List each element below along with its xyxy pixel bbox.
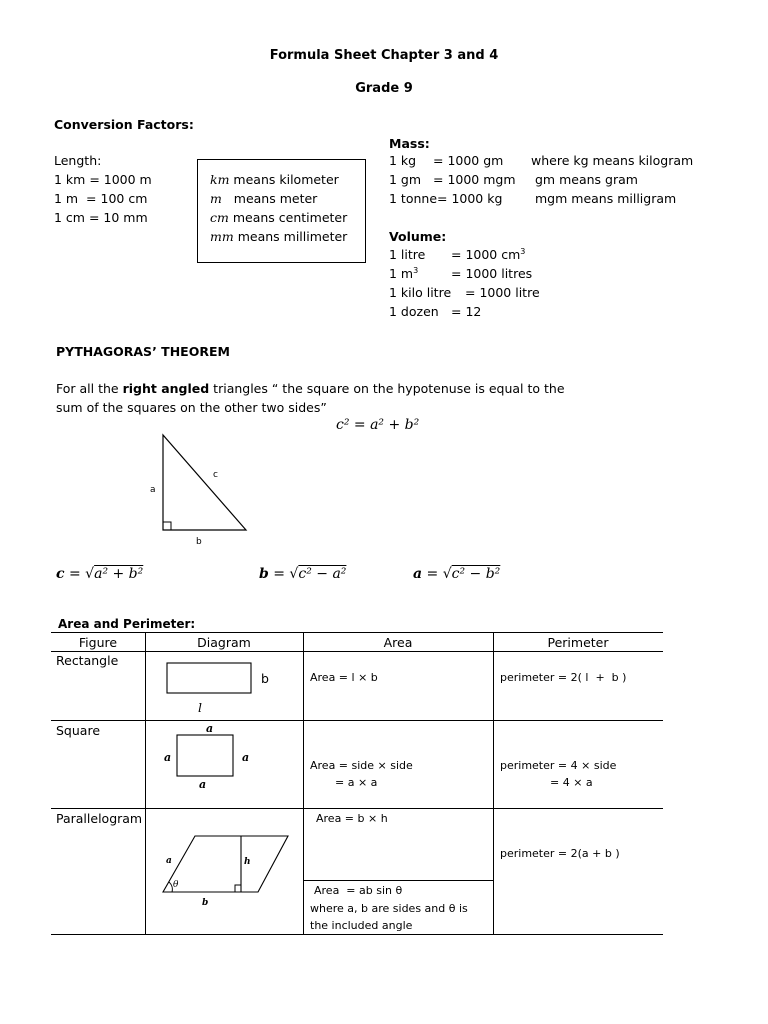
table-col-rule [303,632,304,935]
mass-note: gm means gram [535,172,638,187]
mass-rhs: = 1000 mgm [433,172,516,187]
volume-lhs: 1 dozen [389,304,439,319]
right-triangle-diagram [140,425,260,550]
square-label-left: a [164,751,172,764]
table-row-rule [51,808,663,809]
table-top-rule [51,632,663,633]
volume-rhs: = 1000 $cm^3$ [451,246,526,262]
square-area: Area = side × side [310,759,413,772]
volume-lhs: 1 litre [389,247,426,262]
parallelogram-label-theta: θ [173,880,179,890]
pythagoras-heading: PYTHAGORAS’ THEOREM [56,344,230,359]
conversion-heading: Conversion Factors: [54,117,194,132]
mass-heading: Mass: [389,136,430,151]
mass-note: where kg means kilogram [531,153,694,168]
length-item: 1 cm = 10 mm [54,210,148,225]
figure-name: Parallelogram [56,811,143,826]
rectangle-label-b: b [261,671,269,686]
pythagoras-line-2: sum of the squares on the other two sides” [56,400,327,415]
square-perimeter: perimeter = 4 × side [500,759,617,772]
figure-name: Rectangle [56,653,119,668]
square-label-top: a [206,722,214,735]
unit-line: km means kilometer [210,172,339,187]
pythagoras-formula: c² = a² + b² [336,417,420,433]
formula-c: c = √a² + b² [56,566,144,582]
grade-label: Grade 9 [355,81,413,96]
mass-rhs: = 1000 kg [437,191,503,206]
mass-note: mgm means milligram [535,191,677,206]
area-heading: Area and Perimeter: [58,617,196,631]
parallelogram-label-b: b [202,898,209,908]
length-item: 1 m = 100 cm [54,191,148,206]
unit-line: mm means millimeter [210,229,348,244]
rectangle-area: Area = l × b [310,671,378,684]
unit-line: m means meter [210,191,318,206]
volume-rhs: = 1000 litres [451,266,533,281]
mass-rhs: = 1000 gm [433,153,504,168]
column-header: Perimeter [547,635,609,650]
mass-lhs: 1 gm [389,172,422,187]
parallelogram-label-h: h [244,857,251,867]
volume-heading: Volume: [389,229,447,244]
rectangle-diagram [160,658,260,703]
column-header: Figure [78,635,118,650]
parallelogram-label-a: a [166,856,172,866]
volume-rhs: = 12 [451,304,482,319]
rectangle-perimeter: perimeter = 2( l + b ) [500,671,627,684]
square-perimeter: = 4 × a [550,776,593,789]
column-header: Diagram [197,635,251,650]
length-heading: Length: [54,153,102,168]
parallelogram-area-alt: where a, b are sides and θ is [310,902,468,915]
square-diagram [170,730,240,780]
parallelogram-perimeter: perimeter = 2(a + b ) [500,847,620,860]
table-row-rule [51,720,663,721]
volume-lhs: 1 $m^3$ [389,265,419,281]
figure-name: Square [56,723,101,738]
mass-lhs: 1 kg [389,153,417,168]
triangle-label-a: a [150,485,156,495]
unit-line: cm means centimeter [210,210,348,225]
table-col-rule [145,632,146,935]
formula-b: b = √c² − a² [259,566,347,582]
length-item: 1 km = 1000 m [54,172,152,187]
column-header: Area [383,635,413,650]
triangle-label-b: b [196,537,202,547]
volume-rhs: = 1000 litre [465,285,540,300]
parallelogram-area-alt: Area = ab sin θ [314,884,403,897]
square-label-bottom: a [199,778,207,791]
square-area: = a × a [335,776,378,789]
parallelogram-area: Area = b × h [316,812,388,825]
parallelogram-area-alt: the included angle [310,919,413,932]
pythagoras-line-1: For all the right angled triangles “ the square on the hypotenuse is equal to the [56,381,565,396]
area-split-rule [303,880,493,881]
table-col-rule [493,632,494,935]
volume-lhs: 1 kilo litre [389,285,452,300]
rectangle-label-l: l [198,700,202,715]
triangle-label-c: c [213,470,218,480]
formula-a: a = √c² − b² [413,566,501,582]
mass-lhs: 1 tonne [389,191,438,206]
square-label-right: a [242,751,250,764]
page-title: Formula Sheet Chapter 3 and 4 [269,48,499,63]
